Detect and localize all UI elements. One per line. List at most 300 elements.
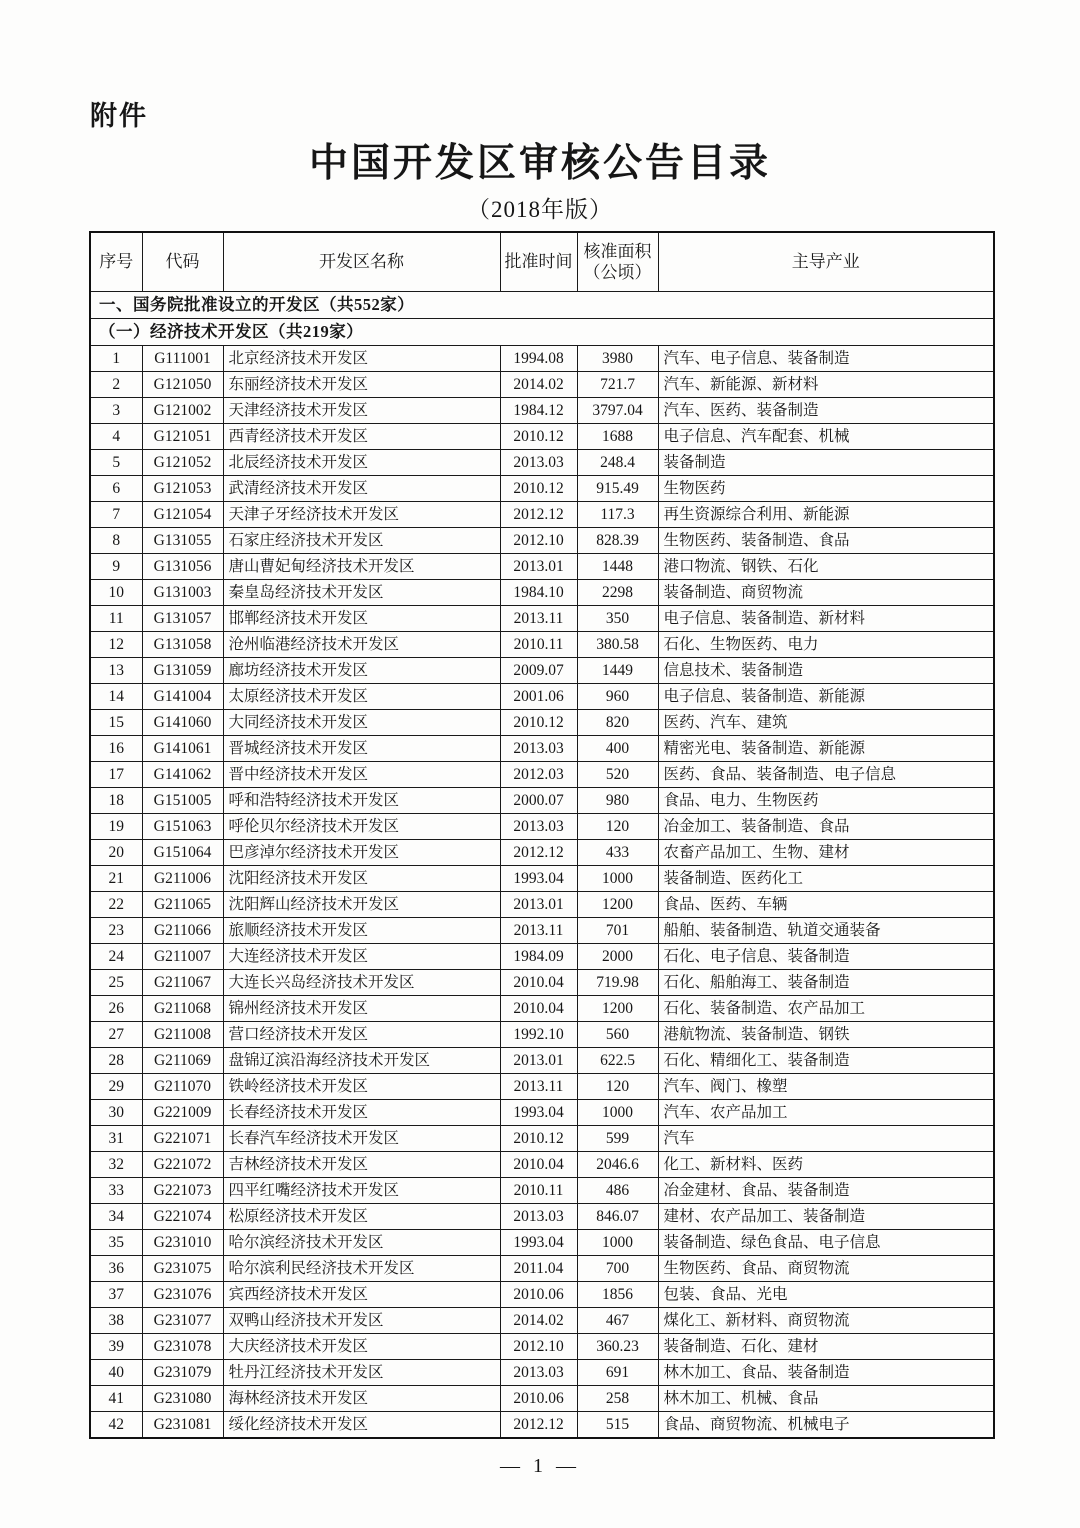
- table-row: [90, 658, 994, 684]
- cell-approved-area: 433: [577, 840, 658, 866]
- cell-approved-area: 1000: [577, 866, 658, 892]
- table-row: [90, 1126, 994, 1152]
- area-header-line1: 核准面积: [583, 241, 652, 261]
- cell-approval-date: 2013.01: [500, 554, 577, 580]
- cell-serial: 38: [90, 1308, 142, 1334]
- cell-approval-date: 2010.06: [500, 1386, 577, 1412]
- cell-serial: 25: [90, 970, 142, 996]
- table-row: [90, 1230, 994, 1256]
- table-row: [90, 554, 994, 580]
- cell-zone-name: 绥化经济技术开发区: [223, 1412, 500, 1439]
- cell-approval-date: 2013.11: [500, 918, 577, 944]
- cell-approved-area: 719.98: [577, 970, 658, 996]
- cell-industries: 生物医药、食品、商贸物流: [658, 1256, 994, 1282]
- attachment-label: 附件: [90, 101, 148, 131]
- cell-serial: 22: [90, 892, 142, 918]
- cell-serial: 23: [90, 918, 142, 944]
- cell-approved-area: 691: [577, 1360, 658, 1386]
- cell-approved-area: 701: [577, 918, 658, 944]
- cell-serial: 5: [90, 450, 142, 476]
- column-header-leading-industries: 主导产业: [658, 232, 994, 292]
- cell-approval-date: 2010.12: [500, 710, 577, 736]
- cell-approved-area: 520: [577, 762, 658, 788]
- cell-approved-area: 1200: [577, 996, 658, 1022]
- cell-code: G221073: [142, 1178, 223, 1204]
- table-row: [90, 1308, 994, 1334]
- page-title: 中国开发区审核公告目录: [308, 142, 771, 185]
- cell-serial: 6: [90, 476, 142, 502]
- cell-zone-name: 吉林经济技术开发区: [223, 1152, 500, 1178]
- table-row: [90, 580, 994, 606]
- cell-approval-date: 2010.12: [500, 424, 577, 450]
- cell-approval-date: 2013.03: [500, 450, 577, 476]
- cell-zone-name: 沈阳经济技术开发区: [223, 866, 500, 892]
- table-row: [90, 996, 994, 1022]
- cell-zone-name: 海林经济技术开发区: [223, 1386, 500, 1412]
- table-row: [90, 1282, 994, 1308]
- cell-zone-name: 西青经济技术开发区: [223, 424, 500, 450]
- cell-code: G131057: [142, 606, 223, 632]
- cell-zone-name: 沧州临港经济技术开发区: [223, 632, 500, 658]
- cell-approved-area: 980: [577, 788, 658, 814]
- cell-approved-area: 1000: [577, 1100, 658, 1126]
- section-row-state-council: [90, 292, 994, 319]
- cell-approval-date: 1993.04: [500, 1100, 577, 1126]
- cell-serial: 19: [90, 814, 142, 840]
- cell-approved-area: 486: [577, 1178, 658, 1204]
- cell-approved-area: 846.07: [577, 1204, 658, 1230]
- cell-code: G231080: [142, 1386, 223, 1412]
- cell-code: G131059: [142, 658, 223, 684]
- cell-zone-name: 秦皇岛经济技术开发区: [223, 580, 500, 606]
- cell-industries: 汽车、电子信息、装备制造: [658, 346, 994, 372]
- cell-industries: 煤化工、新材料、商贸物流: [658, 1308, 994, 1334]
- cell-code: G211067: [142, 970, 223, 996]
- cell-industries: 医药、汽车、建筑: [658, 710, 994, 736]
- cell-industries: 精密光电、装备制造、新能源: [658, 736, 994, 762]
- table-row: [90, 502, 994, 528]
- cell-serial: 30: [90, 1100, 142, 1126]
- section-label: 一、国务院批准设立的开发区（共552家）: [90, 292, 994, 319]
- cell-serial: 3: [90, 398, 142, 424]
- cell-industries: 石化、电子信息、装备制造: [658, 944, 994, 970]
- cell-approval-date: 2013.11: [500, 1074, 577, 1100]
- table-row: [90, 1022, 994, 1048]
- cell-code: G211068: [142, 996, 223, 1022]
- column-header-zone-name: 开发区名称: [223, 232, 500, 292]
- cell-zone-name: 东丽经济技术开发区: [223, 372, 500, 398]
- page-number: — 1 —: [500, 1455, 580, 1477]
- cell-approved-area: 622.5: [577, 1048, 658, 1074]
- cell-approved-area: 1200: [577, 892, 658, 918]
- table-row: [90, 1100, 994, 1126]
- cell-serial: 20: [90, 840, 142, 866]
- cell-code: G131058: [142, 632, 223, 658]
- cell-industries: 食品、电力、生物医药: [658, 788, 994, 814]
- cell-serial: 15: [90, 710, 142, 736]
- cell-approval-date: 2012.10: [500, 528, 577, 554]
- section-row-economic-technological: [90, 319, 994, 346]
- cell-code: G111001: [142, 346, 223, 372]
- section-label: （一）经济技术开发区（共219家）: [90, 319, 994, 346]
- cell-approval-date: 1984.09: [500, 944, 577, 970]
- cell-industries: 生物医药、装备制造、食品: [658, 528, 994, 554]
- cell-code: G121052: [142, 450, 223, 476]
- cell-zone-name: 呼伦贝尔经济技术开发区: [223, 814, 500, 840]
- cell-approval-date: 2012.10: [500, 1334, 577, 1360]
- cell-zone-name: 铁岭经济技术开发区: [223, 1074, 500, 1100]
- table-row: [90, 684, 994, 710]
- cell-serial: 10: [90, 580, 142, 606]
- table-row: [90, 632, 994, 658]
- cell-industries: 电子信息、装备制造、新材料: [658, 606, 994, 632]
- cell-approved-area: 360.23: [577, 1334, 658, 1360]
- page-subtitle: （2018年版）: [467, 197, 613, 222]
- cell-code: G131003: [142, 580, 223, 606]
- cell-serial: 35: [90, 1230, 142, 1256]
- cell-approved-area: 3980: [577, 346, 658, 372]
- cell-approval-date: 1984.12: [500, 398, 577, 424]
- cell-serial: 12: [90, 632, 142, 658]
- cell-serial: 16: [90, 736, 142, 762]
- cell-code: G221071: [142, 1126, 223, 1152]
- table-row: [90, 1256, 994, 1282]
- cell-serial: 4: [90, 424, 142, 450]
- cell-approval-date: 2012.12: [500, 502, 577, 528]
- cell-code: G231076: [142, 1282, 223, 1308]
- cell-approved-area: 820: [577, 710, 658, 736]
- cell-industries: 装备制造、绿色食品、电子信息: [658, 1230, 994, 1256]
- cell-approved-area: 960: [577, 684, 658, 710]
- cell-serial: 33: [90, 1178, 142, 1204]
- cell-approved-area: 3797.04: [577, 398, 658, 424]
- cell-zone-name: 唐山曹妃甸经济技术开发区: [223, 554, 500, 580]
- cell-code: G231081: [142, 1412, 223, 1439]
- cell-serial: 24: [90, 944, 142, 970]
- cell-approval-date: 2009.07: [500, 658, 577, 684]
- cell-serial: 31: [90, 1126, 142, 1152]
- cell-zone-name: 旅顺经济技术开发区: [223, 918, 500, 944]
- cell-code: G121051: [142, 424, 223, 450]
- cell-zone-name: 锦州经济技术开发区: [223, 996, 500, 1022]
- cell-zone-name: 沈阳辉山经济技术开发区: [223, 892, 500, 918]
- table-row: [90, 840, 994, 866]
- cell-industries: 包装、食品、光电: [658, 1282, 994, 1308]
- table-row: [90, 528, 994, 554]
- cell-zone-name: 晋中经济技术开发区: [223, 762, 500, 788]
- table-row: [90, 814, 994, 840]
- table-row: [90, 866, 994, 892]
- cell-approved-area: 120: [577, 814, 658, 840]
- cell-industries: 医药、食品、装备制造、电子信息: [658, 762, 994, 788]
- cell-zone-name: 武清经济技术开发区: [223, 476, 500, 502]
- cell-zone-name: 巴彦淖尔经济技术开发区: [223, 840, 500, 866]
- cell-serial: 29: [90, 1074, 142, 1100]
- area-header-unit: （公顷）: [583, 263, 652, 282]
- cell-code: G221072: [142, 1152, 223, 1178]
- cell-approval-date: 2013.03: [500, 814, 577, 840]
- table-row: [90, 970, 994, 996]
- cell-zone-name: 哈尔滨经济技术开发区: [223, 1230, 500, 1256]
- cell-zone-name: 盘锦辽滨沿海经济技术开发区: [223, 1048, 500, 1074]
- cell-approval-date: 1984.10: [500, 580, 577, 606]
- cell-approval-date: 2010.06: [500, 1282, 577, 1308]
- column-header-approval-date: 批准时间: [500, 232, 577, 292]
- cell-approved-area: 258: [577, 1386, 658, 1412]
- column-header-approved-area: [577, 232, 658, 292]
- cell-approved-area: 560: [577, 1022, 658, 1048]
- cell-zone-name: 天津经济技术开发区: [223, 398, 500, 424]
- cell-approval-date: 2001.06: [500, 684, 577, 710]
- cell-code: G211008: [142, 1022, 223, 1048]
- cell-zone-name: 长春经济技术开发区: [223, 1100, 500, 1126]
- cell-serial: 37: [90, 1282, 142, 1308]
- cell-zone-name: 松原经济技术开发区: [223, 1204, 500, 1230]
- cell-approval-date: 1993.04: [500, 866, 577, 892]
- cell-industries: 船舶、装备制造、轨道交通装备: [658, 918, 994, 944]
- table-row: [90, 1386, 994, 1412]
- cell-approved-area: 2000: [577, 944, 658, 970]
- cell-approval-date: 2014.02: [500, 372, 577, 398]
- cell-approval-date: 2014.02: [500, 1308, 577, 1334]
- cell-industries: 冶金建材、食品、装备制造: [658, 1178, 994, 1204]
- cell-approved-area: 515: [577, 1412, 658, 1439]
- cell-approval-date: 1994.08: [500, 346, 577, 372]
- cell-approval-date: 1993.04: [500, 1230, 577, 1256]
- table-row: [90, 762, 994, 788]
- cell-approved-area: 1856: [577, 1282, 658, 1308]
- cell-serial: 2: [90, 372, 142, 398]
- table-row: [90, 918, 994, 944]
- table-row: [90, 398, 994, 424]
- cell-approval-date: 2010.04: [500, 970, 577, 996]
- table-row: [90, 736, 994, 762]
- cell-zone-name: 四平红嘴经济技术开发区: [223, 1178, 500, 1204]
- cell-code: G211069: [142, 1048, 223, 1074]
- cell-industries: 电子信息、装备制造、新能源: [658, 684, 994, 710]
- cell-industries: 电子信息、汽车配套、机械: [658, 424, 994, 450]
- table-row: [90, 372, 994, 398]
- cell-industries: 石化、精细化工、装备制造: [658, 1048, 994, 1074]
- table-body: [90, 292, 994, 1439]
- cell-approval-date: 2010.12: [500, 476, 577, 502]
- cell-approval-date: 2000.07: [500, 788, 577, 814]
- table-row: [90, 1334, 994, 1360]
- cell-serial: 7: [90, 502, 142, 528]
- cell-industries: 装备制造、石化、建材: [658, 1334, 994, 1360]
- cell-zone-name: 大庆经济技术开发区: [223, 1334, 500, 1360]
- cell-zone-name: 牡丹江经济技术开发区: [223, 1360, 500, 1386]
- cell-code: G141062: [142, 762, 223, 788]
- cell-industries: 汽车、阀门、橡塑: [658, 1074, 994, 1100]
- table-row: [90, 1412, 994, 1439]
- cell-industries: 装备制造、医药化工: [658, 866, 994, 892]
- table-row: [90, 710, 994, 736]
- cell-approved-area: 467: [577, 1308, 658, 1334]
- table-row: [90, 1204, 994, 1230]
- cell-serial: 41: [90, 1386, 142, 1412]
- cell-approved-area: 599: [577, 1126, 658, 1152]
- cell-industries: 汽车: [658, 1126, 994, 1152]
- table-row: [90, 1178, 994, 1204]
- cell-serial: 42: [90, 1412, 142, 1439]
- cell-industries: 石化、装备制造、农产品加工: [658, 996, 994, 1022]
- cell-zone-name: 长春汽车经济技术开发区: [223, 1126, 500, 1152]
- table-header-row: [90, 232, 994, 292]
- cell-industries: 汽车、新能源、新材料: [658, 372, 994, 398]
- cell-serial: 27: [90, 1022, 142, 1048]
- cell-code: G121054: [142, 502, 223, 528]
- cell-code: G151005: [142, 788, 223, 814]
- cell-code: G151063: [142, 814, 223, 840]
- cell-code: G141004: [142, 684, 223, 710]
- cell-approval-date: 2013.01: [500, 1048, 577, 1074]
- cell-approval-date: 2012.03: [500, 762, 577, 788]
- cell-zone-name: 大连长兴岛经济技术开发区: [223, 970, 500, 996]
- cell-industries: 生物医药: [658, 476, 994, 502]
- cell-zone-name: 双鸭山经济技术开发区: [223, 1308, 500, 1334]
- cell-zone-name: 邯郸经济技术开发区: [223, 606, 500, 632]
- cell-serial: 28: [90, 1048, 142, 1074]
- cell-approved-area: 1448: [577, 554, 658, 580]
- table-row: [90, 1048, 994, 1074]
- cell-zone-name: 北京经济技术开发区: [223, 346, 500, 372]
- table-row: [90, 1074, 994, 1100]
- table-row: [90, 476, 994, 502]
- cell-approved-area: 248.4: [577, 450, 658, 476]
- cell-industries: 林木加工、食品、装备制造: [658, 1360, 994, 1386]
- cell-serial: 1: [90, 346, 142, 372]
- table-row: [90, 606, 994, 632]
- cell-serial: 40: [90, 1360, 142, 1386]
- cell-serial: 32: [90, 1152, 142, 1178]
- cell-approval-date: 2013.11: [500, 606, 577, 632]
- cell-approval-date: 2013.03: [500, 1204, 577, 1230]
- cell-zone-name: 呼和浩特经济技术开发区: [223, 788, 500, 814]
- cell-code: G211006: [142, 866, 223, 892]
- cell-zone-name: 宾西经济技术开发区: [223, 1282, 500, 1308]
- cell-approved-area: 828.39: [577, 528, 658, 554]
- column-header-serial: 序号: [90, 232, 142, 292]
- cell-zone-name: 大连经济技术开发区: [223, 944, 500, 970]
- cell-approved-area: 1449: [577, 658, 658, 684]
- cell-zone-name: 廊坊经济技术开发区: [223, 658, 500, 684]
- cell-code: G221009: [142, 1100, 223, 1126]
- cell-code: G121053: [142, 476, 223, 502]
- table-row: [90, 1152, 994, 1178]
- development-zone-table: [89, 231, 995, 1439]
- cell-serial: 34: [90, 1204, 142, 1230]
- cell-industries: 港口物流、钢铁、石化: [658, 554, 994, 580]
- cell-approved-area: 2046.6: [577, 1152, 658, 1178]
- cell-code: G231010: [142, 1230, 223, 1256]
- cell-code: G211070: [142, 1074, 223, 1100]
- cell-approval-date: 2010.11: [500, 632, 577, 658]
- cell-industries: 农畜产品加工、生物、建材: [658, 840, 994, 866]
- cell-code: G211007: [142, 944, 223, 970]
- cell-code: G151064: [142, 840, 223, 866]
- cell-zone-name: 哈尔滨利民经济技术开发区: [223, 1256, 500, 1282]
- cell-code: G231078: [142, 1334, 223, 1360]
- cell-approval-date: 2011.04: [500, 1256, 577, 1282]
- cell-serial: 11: [90, 606, 142, 632]
- cell-approved-area: 2298: [577, 580, 658, 606]
- cell-zone-name: 晋城经济技术开发区: [223, 736, 500, 762]
- cell-approved-area: 380.58: [577, 632, 658, 658]
- cell-approved-area: 117.3: [577, 502, 658, 528]
- table-row: [90, 788, 994, 814]
- column-header-code: 代码: [142, 232, 223, 292]
- cell-approved-area: 1688: [577, 424, 658, 450]
- cell-industries: 装备制造: [658, 450, 994, 476]
- cell-code: G211066: [142, 918, 223, 944]
- cell-zone-name: 营口经济技术开发区: [223, 1022, 500, 1048]
- cell-approved-area: 1000: [577, 1230, 658, 1256]
- cell-code: G131056: [142, 554, 223, 580]
- cell-approved-area: 700: [577, 1256, 658, 1282]
- table-row: [90, 424, 994, 450]
- cell-approval-date: 2010.04: [500, 1152, 577, 1178]
- cell-serial: 26: [90, 996, 142, 1022]
- cell-code: G131055: [142, 528, 223, 554]
- cell-industries: 再生资源综合利用、新能源: [658, 502, 994, 528]
- cell-approval-date: 2010.11: [500, 1178, 577, 1204]
- cell-industries: 汽车、医药、装备制造: [658, 398, 994, 424]
- table-row: [90, 1360, 994, 1386]
- cell-approval-date: 2013.01: [500, 892, 577, 918]
- cell-code: G221074: [142, 1204, 223, 1230]
- cell-serial: 9: [90, 554, 142, 580]
- table-row: [90, 450, 994, 476]
- cell-zone-name: 太原经济技术开发区: [223, 684, 500, 710]
- cell-approval-date: 2010.12: [500, 1126, 577, 1152]
- cell-code: G211065: [142, 892, 223, 918]
- cell-industries: 建材、农产品加工、装备制造: [658, 1204, 994, 1230]
- cell-approval-date: 2012.12: [500, 1412, 577, 1439]
- cell-zone-name: 大同经济技术开发区: [223, 710, 500, 736]
- cell-zone-name: 石家庄经济技术开发区: [223, 528, 500, 554]
- table-row: [90, 346, 994, 372]
- cell-industries: 石化、船舶海工、装备制造: [658, 970, 994, 996]
- cell-approved-area: 721.7: [577, 372, 658, 398]
- cell-approved-area: 350: [577, 606, 658, 632]
- cell-code: G121002: [142, 398, 223, 424]
- cell-approval-date: 2013.03: [500, 1360, 577, 1386]
- cell-industries: 港航物流、装备制造、钢铁: [658, 1022, 994, 1048]
- cell-serial: 8: [90, 528, 142, 554]
- cell-approved-area: 915.49: [577, 476, 658, 502]
- cell-serial: 21: [90, 866, 142, 892]
- cell-approval-date: 2010.04: [500, 996, 577, 1022]
- table-row: [90, 892, 994, 918]
- cell-serial: 14: [90, 684, 142, 710]
- table-header: [90, 232, 994, 292]
- cell-code: G141061: [142, 736, 223, 762]
- cell-code: G231079: [142, 1360, 223, 1386]
- cell-serial: 39: [90, 1334, 142, 1360]
- cell-approval-date: 2013.03: [500, 736, 577, 762]
- cell-industries: 冶金加工、装备制造、食品: [658, 814, 994, 840]
- table-row: [90, 944, 994, 970]
- cell-serial: 17: [90, 762, 142, 788]
- cell-industries: 化工、新材料、医药: [658, 1152, 994, 1178]
- cell-code: G231077: [142, 1308, 223, 1334]
- cell-approval-date: 1992.10: [500, 1022, 577, 1048]
- cell-industries: 信息技术、装备制造: [658, 658, 994, 684]
- cell-approval-date: 2012.12: [500, 840, 577, 866]
- cell-code: G121050: [142, 372, 223, 398]
- cell-industries: 装备制造、商贸物流: [658, 580, 994, 606]
